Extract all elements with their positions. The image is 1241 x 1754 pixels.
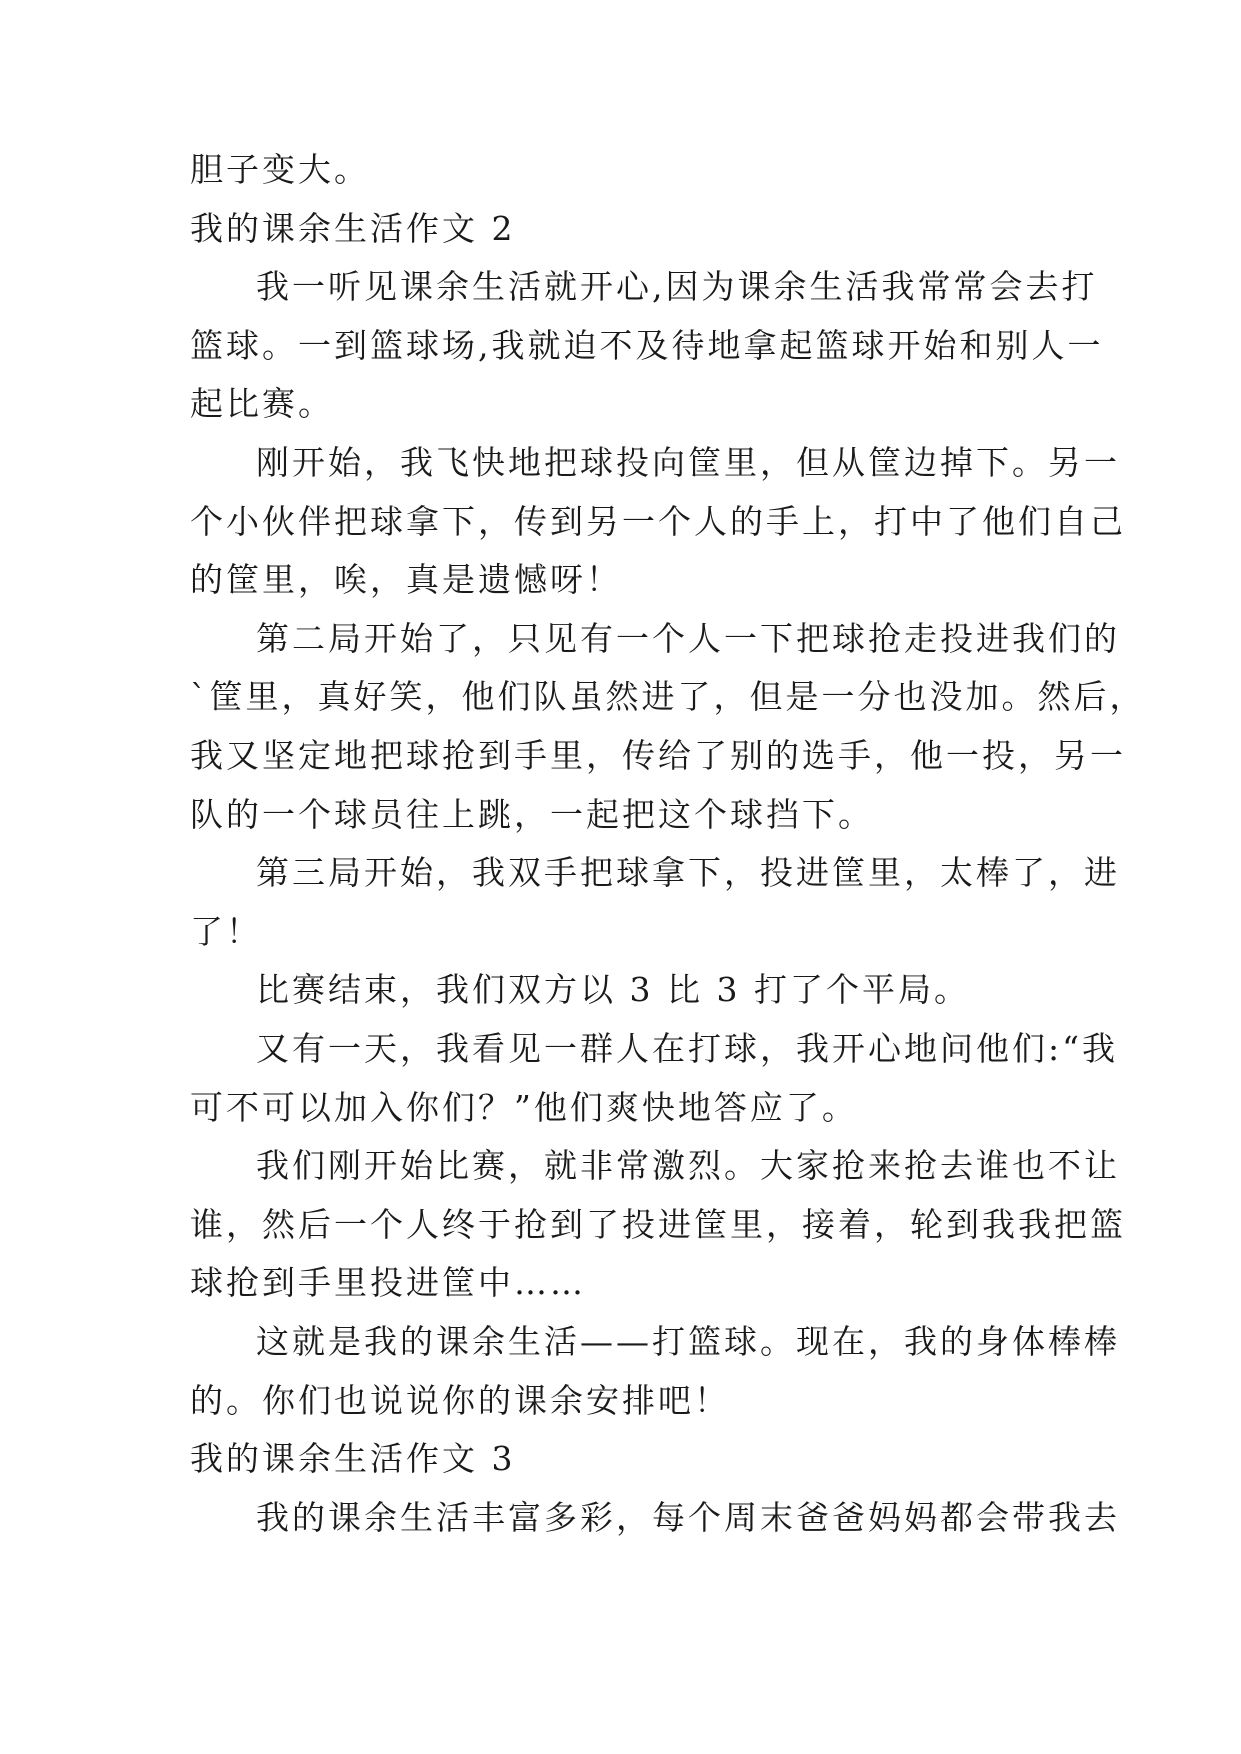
paragraph-line: 我们刚开始比赛，就非常激烈。大家抢来抢去谁也不让 xyxy=(256,1146,1120,1185)
paragraph-line: 可不可以加入你们？”他们爽快地答应了。 xyxy=(190,1088,858,1127)
essay-heading: 我的课余生活作文 2 xyxy=(190,209,516,248)
paragraph-line: 这就是我的课余生活——打篮球。现在，我的身体棒棒 xyxy=(256,1322,1120,1361)
paragraph-line: 我一听见课余生活就开心,因为课余生活我常常会去打 xyxy=(256,267,1098,306)
paragraph-line: 个小伙伴把球拿下，传到另一个人的手上，打中了他们自己 xyxy=(190,502,1126,541)
paragraph-line: 比赛结束，我们双方以 3 比 3 打了个平局。 xyxy=(256,970,970,1009)
paragraph-line: 第二局开始了，只见有一个人一下把球抢走投进我们的 xyxy=(256,619,1120,658)
paragraph-line: 又有一天，我看见一群人在打球，我开心地问他们:“我 xyxy=(256,1029,1118,1068)
paragraph-line: 谁，然后一个人终于抢到了投进筐里，接着，轮到我我把篮 xyxy=(190,1205,1126,1244)
text-line: 胆子变大。 xyxy=(190,150,370,189)
paragraph-line: 我又坚定地把球抢到手里，传给了别的选手，他一投，另一 xyxy=(190,736,1126,775)
paragraph-line: 的。你们也说说你的课余安排吧！ xyxy=(190,1381,730,1420)
paragraph-line: 了！ xyxy=(190,912,262,951)
paragraph-line: 篮球。一到篮球场,我就迫不及待地拿起篮球开始和别人一 xyxy=(190,326,1104,365)
paragraph-line: 我的课余生活丰富多彩，每个周末爸爸妈妈都会带我去 xyxy=(256,1498,1120,1537)
paragraph-line: 队的一个球员往上跳，一起把这个球挡下。 xyxy=(190,795,874,834)
essay-heading: 我的课余生活作文 3 xyxy=(190,1439,516,1478)
paragraph-line: 球抢到手里投进筐中…… xyxy=(190,1263,586,1302)
paragraph-line: 第三局开始，我双手把球拿下，投进筐里，太棒了，进 xyxy=(256,853,1120,892)
paragraph-line: 刚开始，我飞快地把球投向筐里，但从筐边掉下。另一 xyxy=(256,443,1120,482)
paragraph-line: 起比赛。 xyxy=(190,384,334,423)
paragraph-line: 的筐里，唉，真是遗憾呀！ xyxy=(190,560,622,599)
paragraph-line: `筐里，真好笑，他们队虽然进了，但是一分也没加。然后， xyxy=(190,677,1146,716)
